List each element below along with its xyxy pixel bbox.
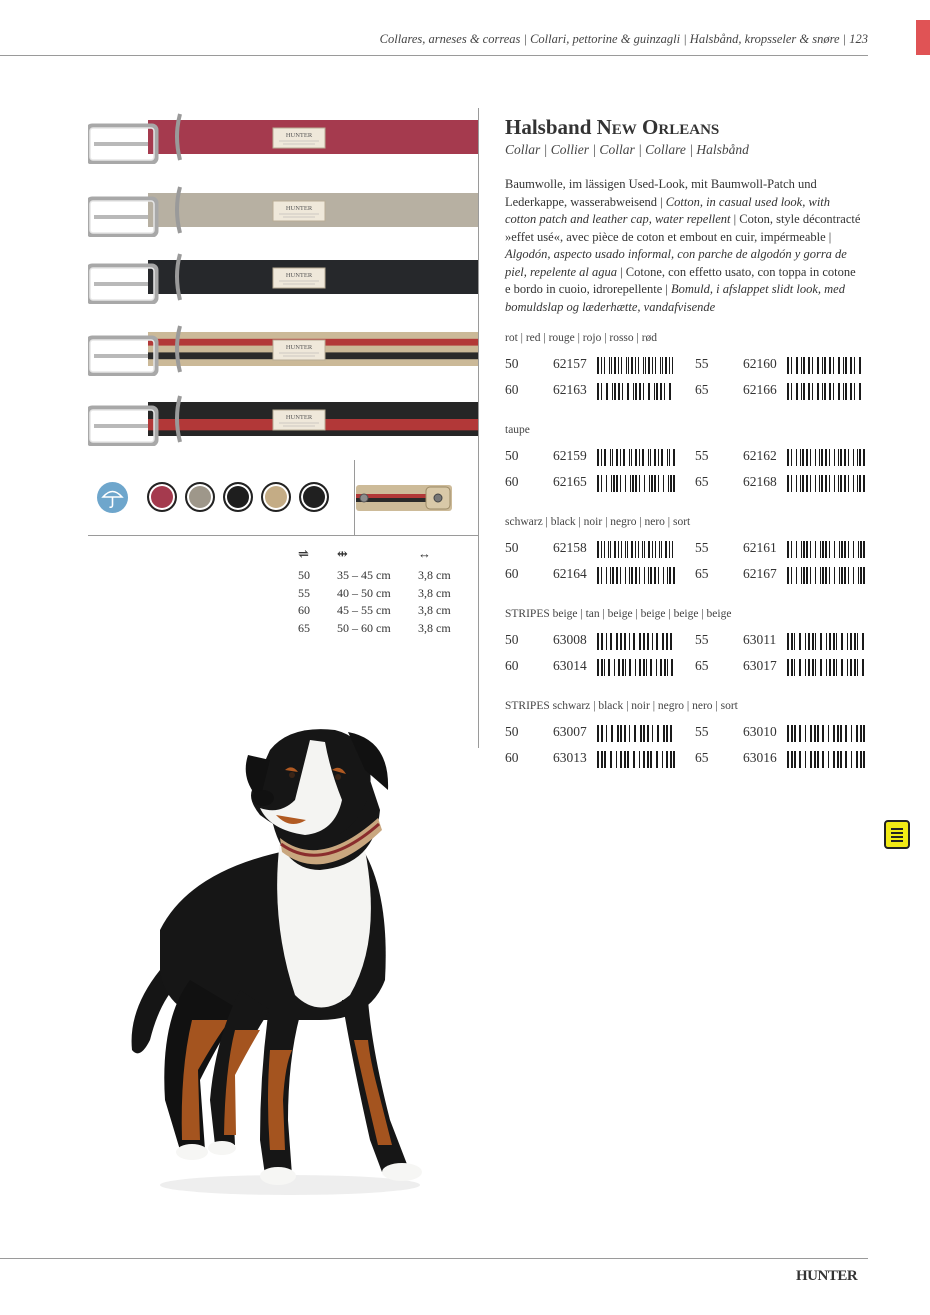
size-table-cell: 45 – 55 cm [337, 603, 391, 617]
description-segment: Cotton, in casual used look, with cotton patch and leather cap, water repellent [505, 194, 831, 226]
umbrella-icon [97, 482, 128, 513]
article-number: 62168 [743, 474, 777, 489]
article-size: 60 [505, 566, 519, 581]
variant-label: taupe [505, 424, 530, 436]
barcode [597, 567, 675, 584]
size-table-cell: 3,8 cm [418, 620, 451, 635]
variant-label: STRIPES schwarz | black | noir | negro | nero | sort [505, 700, 738, 712]
variant-label: rot | red | rouge | rojo | rosso | rød [505, 332, 658, 344]
barcode [597, 751, 675, 768]
size-table-cell: 50 – 60 cm [337, 620, 391, 635]
article-number: 62158 [553, 540, 587, 555]
article-size: 55 [695, 356, 709, 371]
article-number: 62157 [553, 356, 587, 371]
article-number: 63010 [743, 724, 777, 739]
article-number: 62160 [743, 356, 777, 371]
collar-stripes-beige [88, 320, 478, 376]
article-number: 62161 [743, 540, 777, 555]
barcode [787, 725, 865, 742]
color-swatch[interactable] [147, 482, 177, 512]
article-number: 63011 [743, 632, 777, 647]
svg-text:HUNTER: HUNTER [285, 132, 313, 139]
description-segment: | Coton, style décontracté »effet usé«, avec pièce de coton et embout en cuir, impérmeable | [505, 212, 861, 244]
product-subtitle: Collar | Collier | Collar | Collare | Halsbånd [505, 142, 749, 157]
barcode [597, 725, 675, 742]
barcode [597, 383, 675, 400]
running-title: Collares, arneses & correas | Collari, pettorine & guinzagli | Halsbånd, kropsseler & snøre [379, 32, 840, 46]
color-swatch[interactable] [299, 482, 329, 512]
article-size: 65 [695, 750, 709, 765]
barcode [787, 383, 865, 400]
article-number: 63014 [553, 658, 587, 673]
collar-closeup [356, 482, 456, 514]
article-number: 62165 [553, 474, 587, 489]
running-header: Collares, arneses & correas | Collari, pettorine & guinzagli | Halsbånd, kropsseler & snøre | 123 [379, 32, 868, 46]
barcode [597, 541, 675, 558]
article-size: 55 [695, 448, 709, 463]
barcode [787, 567, 865, 584]
title-name: New Orleans [596, 115, 720, 139]
color-swatch[interactable] [261, 482, 291, 512]
description-segment: Algodón, aspecto usado informal, con parche de algodón y gorra de piel, repelente al agua [505, 247, 847, 279]
description-segment: | Cotone, con effetto usato, con toppa in cotone e bordo in cuoio, idrorepellente | [505, 264, 856, 296]
size-table-cell: 40 – 50 cm [337, 585, 391, 600]
svg-text:HUNTER: HUNTER [285, 205, 313, 212]
article-size: 50 [505, 540, 519, 555]
size-table-cell: 3,8 cm [418, 603, 451, 617]
article-size: 65 [695, 658, 709, 673]
variant-label: STRIPES beige | tan | beige | beige | beige | beige [505, 608, 732, 620]
color-swatch[interactable] [185, 482, 215, 512]
article-number: 62162 [743, 448, 777, 463]
article-number: 62166 [743, 382, 777, 397]
article-number: 63008 [553, 632, 587, 647]
size-table-cell: 3,8 cm [418, 585, 451, 600]
article-number: 62159 [553, 448, 587, 463]
barcode [787, 541, 865, 558]
size-table-cell: 3,8 cm [418, 568, 451, 582]
list-icon[interactable] [884, 820, 910, 849]
svg-text:HUNTER: HUNTER [285, 344, 313, 351]
article-size: 65 [695, 566, 709, 581]
page-number: 123 [849, 32, 868, 46]
article-size: 50 [505, 632, 519, 647]
barcode [597, 659, 675, 676]
barcode [787, 633, 865, 650]
svg-text:HUNTER: HUNTER [285, 414, 313, 421]
barcode [597, 449, 675, 466]
article-number: 62163 [553, 382, 587, 397]
size-table-cell: 60 [298, 603, 310, 617]
swatch-divider [354, 460, 355, 536]
product-description [505, 176, 863, 316]
section-tab [916, 20, 930, 55]
collar-red [88, 108, 478, 164]
description-segment: Bomuld, i afslappet slidt look, med bomuldslap og læderhætte, vandafvisende [505, 282, 845, 314]
size-table-cell: 65 [298, 620, 310, 635]
collar-black [88, 248, 478, 304]
section-rule [88, 535, 478, 536]
product-title [505, 115, 719, 140]
article-size: 60 [505, 382, 519, 397]
barcode [787, 357, 865, 374]
article-number: 63013 [553, 750, 587, 765]
column-rule [478, 108, 479, 748]
header-rule [0, 55, 868, 56]
article-size: 65 [695, 474, 709, 489]
barcode [787, 659, 865, 676]
size-table-cell: 50 [298, 568, 310, 582]
article-number: 63016 [743, 750, 777, 765]
size-table-cell: 55 [298, 585, 310, 600]
article-number: 62164 [553, 566, 587, 581]
article-number: 63007 [553, 724, 587, 739]
article-size: 65 [695, 382, 709, 397]
barcode [597, 475, 675, 492]
svg-text:HUNTER: HUNTER [285, 272, 313, 279]
article-size: 55 [695, 632, 709, 647]
article-size: 50 [505, 448, 519, 463]
size-table-header-icon: ⇹ [337, 546, 348, 561]
article-size: 50 [505, 724, 519, 739]
article-size: 55 [695, 724, 709, 739]
article-number: 62167 [743, 566, 777, 581]
barcode [597, 357, 675, 374]
article-size: 60 [505, 750, 519, 765]
collar-taupe [88, 181, 478, 237]
footer-rule [0, 1258, 868, 1259]
article-size: 55 [695, 540, 709, 555]
collar-stripes-black [88, 390, 478, 446]
dog-photo [120, 720, 450, 1200]
title-main: Halsband [505, 115, 597, 139]
description-segment: Baumwolle, im lässigen Used-Look, mit Baumwoll-Patch und Lederkappe, wasserabweisend | [505, 177, 817, 209]
barcode [597, 633, 675, 650]
variant-label: schwarz | black | noir | negro | nero | sort [505, 516, 691, 528]
barcode [787, 449, 865, 466]
size-table-header-icon: ⇌ [298, 546, 309, 561]
article-number: 63017 [743, 658, 777, 673]
size-table-cell: 35 – 45 cm [337, 568, 391, 582]
brand-logo: HUNTER [796, 1268, 858, 1284]
size-table-header-icon: ↔ [418, 546, 431, 561]
article-size: 50 [505, 356, 519, 371]
barcode [787, 475, 865, 492]
color-swatch[interactable] [223, 482, 253, 512]
barcode [787, 751, 865, 768]
article-size: 60 [505, 658, 519, 673]
article-size: 60 [505, 474, 519, 489]
